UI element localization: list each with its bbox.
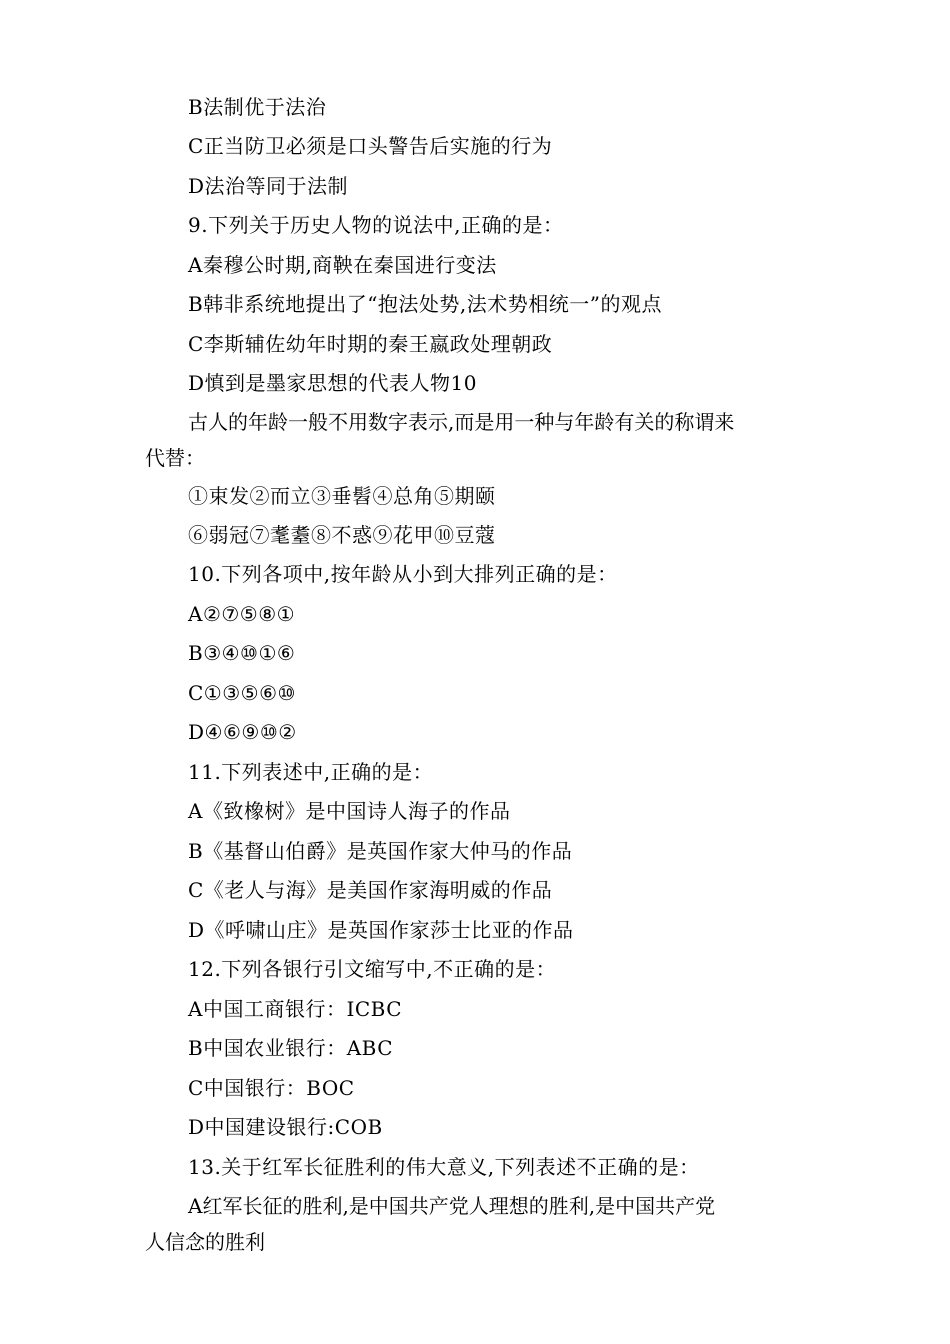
option-10b: B③④⑩①⑥ bbox=[188, 641, 296, 665]
option-8d: D法治等同于法制 bbox=[188, 174, 349, 198]
age-terms-row-2: ⑥弱冠⑦耄耋⑧不惑⑨花甲⑩豆蔻 bbox=[188, 523, 496, 547]
question-11: 11.下列表述中,正确的是： bbox=[188, 760, 434, 784]
option-9b: B韩非系统地提出了“抱法处势,法术势相统一”的观点 bbox=[188, 292, 663, 316]
option-11c: C《老人与海》是美国作家海明威的作品 bbox=[188, 878, 553, 902]
option-10a: A②⑦⑤⑧① bbox=[188, 602, 296, 626]
option-11d: D《呼啸山庄》是英国作家莎士比亚的作品 bbox=[188, 918, 574, 942]
option-9d: D慎到是墨家思想的代表人物10 bbox=[188, 371, 477, 395]
option-12b: B中国农业银行：ABC bbox=[188, 1036, 394, 1060]
age-terms-row-1: ①束发②而立③垂髫④总角⑤期颐 bbox=[188, 484, 496, 508]
option-11b: B《基督山伯爵》是英国作家大仲马的作品 bbox=[188, 839, 573, 863]
option-8b: B法制优于法治 bbox=[188, 95, 327, 119]
question-9: 9.下列关于历史人物的说法中,正确的是： bbox=[188, 213, 564, 237]
option-12c: C中国银行：BOC bbox=[188, 1076, 355, 1100]
option-9a: A秦穆公时期,商鞅在秦国进行变法 bbox=[188, 253, 497, 277]
passage-10-line-2: 代替： bbox=[145, 446, 205, 470]
passage-10-line-1: 古人的年龄一般不用数字表示,而是用一种与年龄有关的称谓来 bbox=[188, 410, 735, 434]
option-10d: D④⑥⑨⑩② bbox=[188, 720, 297, 744]
option-12a: A中国工商银行：ICBC bbox=[188, 997, 403, 1021]
question-10: 10.下列各项中,按年龄从小到大排列正确的是： bbox=[188, 562, 618, 586]
option-11a: A《致橡树》是中国诗人海子的作品 bbox=[188, 799, 511, 823]
option-9c: C李斯辅佐幼年时期的秦王嬴政处理朝政 bbox=[188, 332, 553, 356]
option-13a-line-1: A红军长征的胜利,是中国共产党人理想的胜利,是中国共产党 bbox=[188, 1194, 716, 1218]
option-10c: C①③⑤⑥⑩ bbox=[188, 681, 296, 705]
option-12d: D中国建设银行:COB bbox=[188, 1115, 383, 1139]
option-13a-line-2: 人信念的胜利 bbox=[145, 1230, 265, 1254]
question-13: 13.关于红军长征胜利的伟大意义,下列表述不正确的是： bbox=[188, 1155, 700, 1179]
question-12: 12.下列各银行引文缩写中,不正确的是： bbox=[188, 957, 557, 981]
option-8c: C正当防卫必须是口头警告后实施的行为 bbox=[188, 134, 553, 158]
